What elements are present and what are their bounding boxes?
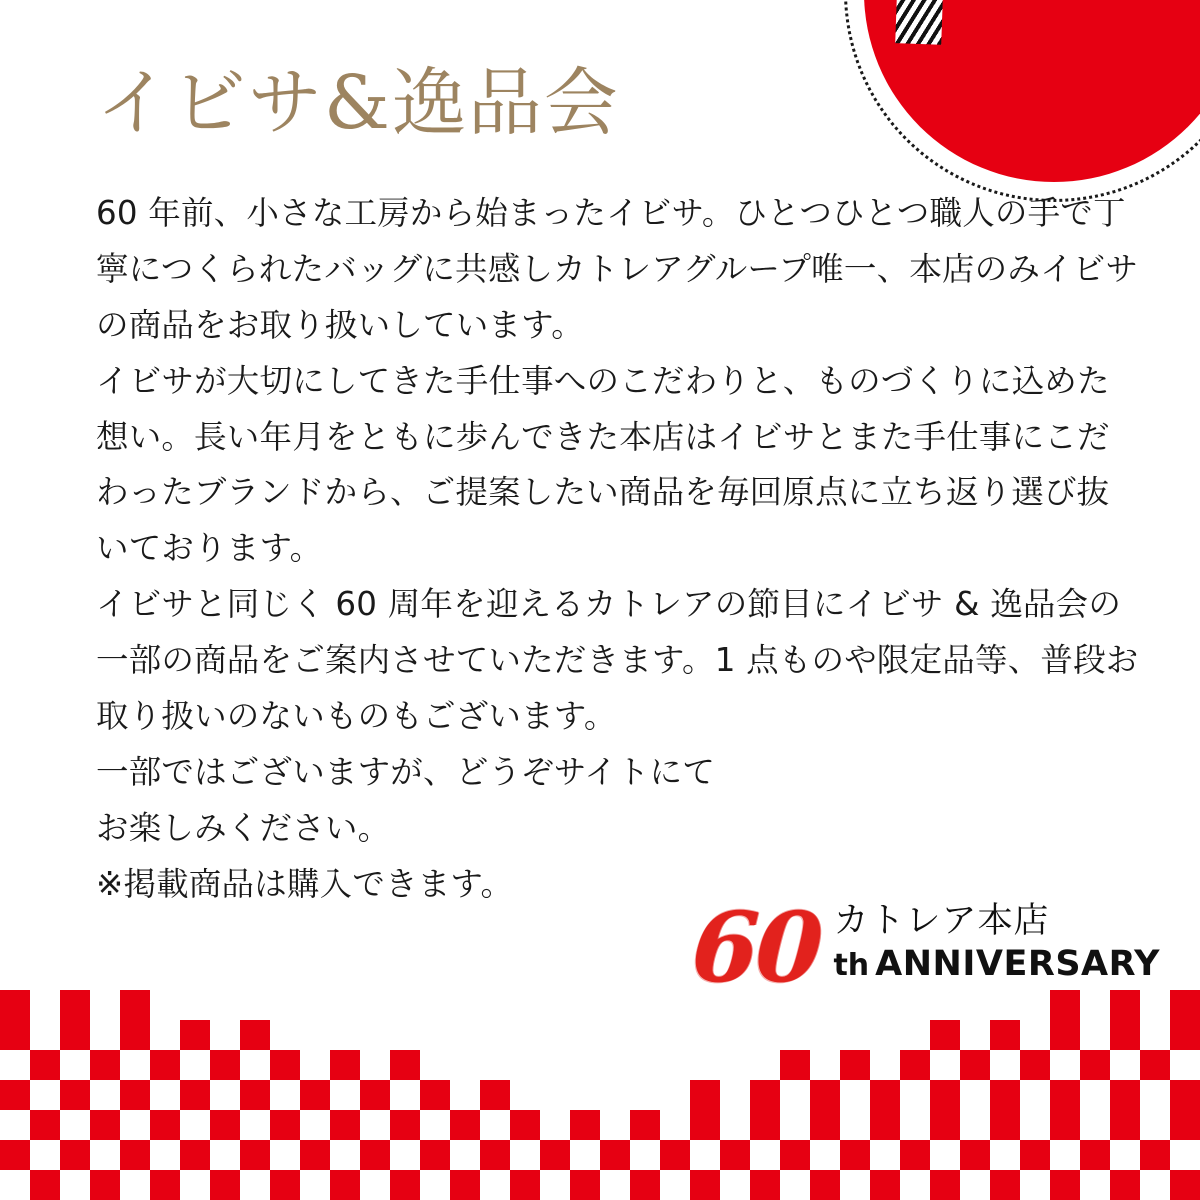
checker-row xyxy=(0,1020,300,1050)
checker-row xyxy=(780,1050,1200,1080)
anniversary-subline xyxy=(833,944,1160,984)
anniversary-word: ANNIVERSARY xyxy=(875,944,1160,984)
checker-row xyxy=(0,1050,420,1080)
anniversary-number: 60 xyxy=(688,891,823,1005)
checker-row xyxy=(660,1080,1200,1110)
paragraph-1: 60 年前、小さな工房から始まったイビサ。ひとつひとつ職人の手で丁寧につくられたバッグに共感しカトレアグループ唯一、本店のみイビサの商品をお取り扱いしています。 xyxy=(96,194,1139,344)
circle-ornament xyxy=(844,0,1200,202)
checker-row xyxy=(0,1140,1200,1170)
checker-row xyxy=(0,990,180,1020)
anniversary-logo xyxy=(688,891,1160,1005)
checker-row xyxy=(0,1110,1200,1140)
paragraph-5: お楽しみください。 xyxy=(96,808,391,847)
body-copy xyxy=(96,186,1140,913)
red-circle-shape xyxy=(864,0,1200,182)
dotted-circle-icon xyxy=(844,0,1200,202)
brand-name: カトレア本店 xyxy=(833,900,1050,941)
checker-row xyxy=(900,1020,1200,1050)
diagonal-hatch-icon xyxy=(895,0,943,45)
checker-row xyxy=(0,1170,1200,1200)
anniversary-text-block xyxy=(833,901,1160,988)
anniversary-suffix: th xyxy=(833,948,870,983)
page-title: イビサ&逸品会 xyxy=(96,60,620,146)
paragraph-2: イビサが大切にしてきた手仕事へのこだわりと、ものづくりに込めた想い。長い年月をともに歩んできた本店はイビサとまた手仕事にこだわったブランドから、ご提案したい商品を毎回原点に立ち返り選び抜いております。 xyxy=(96,361,1110,568)
checker-border xyxy=(0,990,1200,1200)
paragraph-3: イビサと同じく 60 周年を迎えるカトレアの節目にイビサ & 逸品会の一部の商品をご案内させていただきます。1 点ものや限定品等、普段お取り扱いのないものもございます。 xyxy=(96,585,1139,736)
checker-row xyxy=(1020,990,1200,1020)
paragraph-4: 一部ではございますが、どうぞサイトにて xyxy=(96,752,716,791)
checker-row xyxy=(0,1080,540,1110)
paragraph-6: ※掲載商品は購入できます。 xyxy=(96,864,514,903)
